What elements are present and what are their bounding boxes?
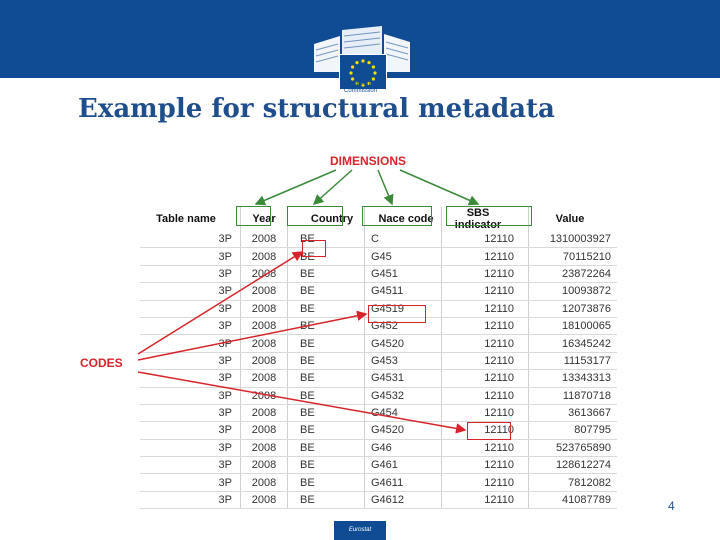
cell-year: 2008	[241, 335, 288, 352]
cell-value: 16345242	[529, 335, 618, 352]
table-row	[140, 439, 617, 456]
cell-year: 2008	[241, 317, 288, 334]
cell-country: BE	[288, 352, 365, 369]
cell-nace-code: G454	[365, 404, 442, 421]
cell-country: BE	[288, 404, 365, 421]
cell-sbs-indicator: 12110	[442, 404, 529, 421]
cell-nace-code: G45	[365, 248, 442, 265]
cell-value: 41087789	[529, 491, 618, 508]
cell-sbs-indicator: 12110	[442, 231, 529, 248]
cell-sbs-indicator: 12110	[442, 283, 529, 300]
slide-title: Example for structural metadata	[78, 94, 555, 124]
cell-table-name: 3P	[140, 352, 241, 369]
cell-table-name: 3P	[140, 439, 241, 456]
table-row	[140, 283, 617, 300]
cell-sbs-indicator: 12110	[442, 422, 529, 439]
table-row	[140, 231, 617, 248]
cell-table-name: 3P	[140, 370, 241, 387]
cell-table-name: 3P	[140, 335, 241, 352]
column-header-country: Country	[288, 207, 365, 231]
cell-country: BE	[288, 457, 365, 474]
table-row	[140, 265, 617, 282]
table-row	[140, 474, 617, 491]
table-row	[140, 317, 617, 334]
cell-year: 2008	[241, 474, 288, 491]
cell-table-name: 3P	[140, 387, 241, 404]
cell-value: 11153177	[529, 352, 618, 369]
cell-year: 2008	[241, 231, 288, 248]
cell-nace-code: G4520	[365, 422, 442, 439]
table-row	[140, 248, 617, 265]
cell-nace-code: G452	[365, 317, 442, 334]
sbs-data-table	[140, 207, 617, 509]
arrow-to-country	[314, 170, 352, 204]
cell-value: 70115210	[529, 248, 618, 265]
column-header-nace-code: Nace code	[365, 207, 442, 231]
table-row	[140, 457, 617, 474]
cell-nace-code: G4612	[365, 491, 442, 508]
table-row	[140, 491, 617, 508]
cell-year: 2008	[241, 422, 288, 439]
table-row	[140, 387, 617, 404]
codes-label: CODES	[80, 356, 123, 370]
cell-value: 23872264	[529, 265, 618, 282]
cell-nace-code: G46	[365, 439, 442, 456]
cell-table-name: 3P	[140, 300, 241, 317]
cell-sbs-indicator: 12110	[442, 300, 529, 317]
cell-nace-code: G4532	[365, 387, 442, 404]
cell-country: BE	[288, 491, 365, 508]
cell-value: 13343313	[529, 370, 618, 387]
cell-country: BE	[288, 300, 365, 317]
cell-country: BE	[288, 422, 365, 439]
cell-year: 2008	[241, 283, 288, 300]
eurostat-logo: Eurostat	[334, 521, 386, 540]
cell-nace-code: G461	[365, 457, 442, 474]
cell-value: 11870718	[529, 387, 618, 404]
cell-year: 2008	[241, 370, 288, 387]
cell-table-name: 3P	[140, 474, 241, 491]
cell-nace-code: G4611	[365, 474, 442, 491]
column-header-value: Value	[555, 213, 585, 225]
cell-table-name: 3P	[140, 422, 241, 439]
cell-table-name: 3P	[140, 317, 241, 334]
cell-year: 2008	[241, 491, 288, 508]
cell-country: BE	[288, 370, 365, 387]
cell-sbs-indicator: 12110	[442, 474, 529, 491]
cell-year: 2008	[241, 300, 288, 317]
cell-country: BE	[288, 317, 365, 334]
cell-year: 2008	[241, 265, 288, 282]
cell-sbs-indicator: 12110	[442, 387, 529, 404]
table-row	[140, 404, 617, 421]
arrow-to-nace	[378, 170, 392, 204]
cell-nace-code: G4531	[365, 370, 442, 387]
cell-year: 2008	[241, 387, 288, 404]
cell-nace-code: G4519	[365, 300, 442, 317]
european-commission-logo	[312, 20, 412, 100]
table-row	[140, 422, 617, 439]
cell-sbs-indicator: 12110	[442, 352, 529, 369]
cell-nace-code: G453	[365, 352, 442, 369]
table-header-row	[140, 207, 617, 231]
cell-year: 2008	[241, 457, 288, 474]
table-row	[140, 335, 617, 352]
cell-year: 2008	[241, 439, 288, 456]
cell-value: 1310003927	[529, 231, 618, 248]
cell-nace-code: G4511	[365, 283, 442, 300]
cell-country: BE	[288, 231, 365, 248]
cell-sbs-indicator: 12110	[442, 457, 529, 474]
cell-table-name: 3P	[140, 248, 241, 265]
cell-country: BE	[288, 248, 365, 265]
cell-sbs-indicator: 12110	[442, 491, 529, 508]
cell-year: 2008	[241, 404, 288, 421]
cell-value: 10093872	[529, 283, 618, 300]
logo-caption	[344, 81, 377, 95]
cell-country: BE	[288, 474, 365, 491]
cell-year: 2008	[241, 352, 288, 369]
cell-value: 128612274	[529, 457, 618, 474]
cell-sbs-indicator: 12110	[442, 317, 529, 334]
cell-sbs-indicator: 12110	[442, 265, 529, 282]
cell-value: 12073876	[529, 300, 618, 317]
table-row	[140, 352, 617, 369]
arrow-to-sbs	[400, 170, 478, 204]
cell-value: 7812082	[529, 474, 618, 491]
arrow-to-year	[256, 170, 336, 204]
column-header-year: Year	[241, 207, 288, 231]
cell-table-name: 3P	[140, 404, 241, 421]
cell-country: BE	[288, 387, 365, 404]
cell-table-name: 3P	[140, 283, 241, 300]
cell-country: BE	[288, 439, 365, 456]
table-row	[140, 370, 617, 387]
column-header-sbs-indicator: SBS indicator	[442, 207, 529, 231]
cell-table-name: 3P	[140, 231, 241, 248]
cell-nace-code: G4520	[365, 335, 442, 352]
cell-table-name: 3P	[140, 265, 241, 282]
cell-sbs-indicator: 12110	[442, 439, 529, 456]
cell-country: BE	[288, 335, 365, 352]
cell-value: 523765890	[529, 439, 618, 456]
logo-line-1: European	[344, 81, 371, 87]
dimensions-label: DIMENSIONS	[330, 154, 407, 168]
cell-table-name: 3P	[140, 457, 241, 474]
cell-value: 18100065	[529, 317, 618, 334]
cell-nace-code: C	[365, 231, 442, 248]
logo-line-2: Commission	[344, 88, 378, 94]
table-body	[140, 231, 617, 509]
column-header-table-name: Table name	[140, 207, 241, 231]
cell-sbs-indicator: 12110	[442, 248, 529, 265]
cell-value: 3613667	[529, 404, 618, 421]
cell-country: BE	[288, 265, 365, 282]
table-row	[140, 300, 617, 317]
page-number: 4	[668, 499, 675, 513]
cell-table-name: 3P	[140, 491, 241, 508]
cell-value: 807795	[529, 422, 618, 439]
cell-sbs-indicator: 12110	[442, 335, 529, 352]
cell-nace-code: G451	[365, 265, 442, 282]
cell-sbs-indicator: 12110	[442, 370, 529, 387]
cell-year: 2008	[241, 248, 288, 265]
cell-country: BE	[288, 283, 365, 300]
